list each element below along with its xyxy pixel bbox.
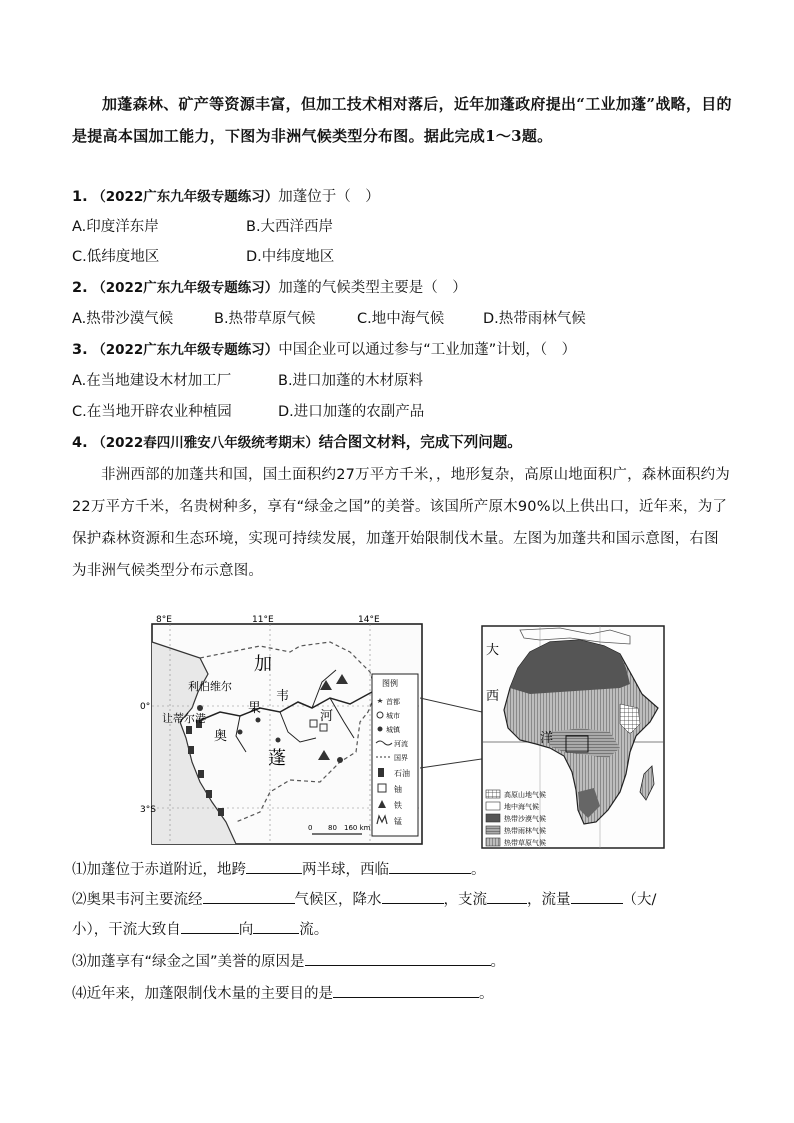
river-label-2: 果 (248, 701, 262, 716)
s2-blank-4[interactable] (571, 885, 623, 904)
sub-question-3 (72, 947, 732, 977)
s2-text-f: 小），干流大致自 (72, 922, 181, 938)
lon-label-8e: 8°E (156, 615, 172, 625)
s2-blank-2[interactable] (382, 885, 444, 904)
q1-source: （2022广东九年级专题练习） (92, 189, 279, 205)
s3-text-b: 。 (490, 954, 506, 970)
intro-text: 加蓬森林、矿产等资源丰富，但加工技术相对落后，近年加蓬政府提出“工业加蓬”战略，目的是提高本国加工能力，下图为非洲气候类型分布图。据此完成1～3题。 (72, 95, 732, 145)
scale-160: 160 km (344, 824, 371, 832)
s1-blank-2[interactable] (389, 855, 471, 874)
q4-passage: 非洲西部的加蓬共和国，国土面积约27万平方千米，，地形复杂，高原山地面积广，森林面积约为22万平方千米，名贵树种多，享有“绿金之国”的美誉。该国所产原木90%以上供出口，近年来，为了保护森林资源和生态环境，实现可持续发展，加蓬开始限制伐木量。左图为加蓬共和国示意图，右图为非洲气候类型分布示意图。 (72, 467, 730, 579)
africa-climate-map (480, 624, 666, 850)
scale-80: 80 (328, 824, 337, 832)
legend-town-icon (378, 727, 383, 732)
legend-border: 国界 (394, 754, 408, 762)
s1-text-a: ⑴加蓬位于赤道附近，地跨 (72, 862, 246, 878)
atlantic-label-2: 西 (486, 689, 500, 704)
s3-text-a: ⑶加蓬享有“绿金之国”美誉的原因是 (72, 954, 305, 970)
river-label-3: 韦 (276, 689, 290, 704)
legend-desert: 热带沙漠气候 (504, 815, 546, 823)
q3-option-a[interactable]: A.在当地建设木材加工厂 (72, 373, 232, 389)
q3-option-b[interactable]: B.进口加蓬的木材原料 (278, 373, 424, 389)
s4-blank-1[interactable] (333, 979, 479, 998)
legend-town: 城镇 (386, 726, 400, 734)
legend-highland-swatch (486, 790, 500, 798)
s2-text-a: ⑵奥果韦河主要流经 (72, 892, 203, 908)
legend-savanna: 热带草原气候 (504, 839, 546, 847)
q3-number: 3. (72, 342, 88, 358)
q2-number: 2. (72, 280, 88, 296)
q1-options-row2 (72, 242, 732, 272)
sub-question-2-cont (72, 915, 732, 945)
s2-text-e: （大/ (622, 892, 657, 908)
country-label-2: 蓬 (268, 748, 286, 769)
s2-text-d: ，流量 (527, 892, 571, 908)
q1-option-b[interactable]: B.大西洋西岸 (246, 219, 334, 235)
legend-rainforest-swatch (486, 826, 500, 834)
q3-option-d[interactable]: D.进口加蓬的农副产品 (278, 404, 425, 420)
q1-option-d[interactable]: D.中纬度地区 (246, 249, 335, 265)
legend-city: 城市 (386, 712, 400, 720)
q3-options-row1 (72, 366, 732, 396)
q3-stem: 中国企业可以通过参与“工业加蓬”计划，（ ） (278, 342, 577, 358)
s2-text-g: 向 (238, 922, 254, 938)
sub-question-1 (72, 855, 732, 885)
gabon-map (140, 612, 430, 848)
legend-oil-icon (378, 768, 384, 777)
legend-title: 图例 (382, 679, 398, 688)
question-2 (72, 273, 732, 303)
s2-text-b: 气候区，降水 (294, 892, 382, 908)
s1-text-b: 两半球，西临 (302, 862, 389, 878)
legend-mediterranean-swatch (486, 802, 500, 810)
river-label-1: 奥 (214, 729, 228, 744)
q1-stem: 加蓬位于（ ） (278, 189, 380, 205)
q2-stem: 加蓬的气候类型主要是（ ） (278, 280, 467, 296)
lon-label-11e: 11°E (252, 615, 274, 625)
q3-source: （2022广东九年级专题练习） (92, 342, 279, 358)
question-4 (72, 428, 732, 458)
q4-source: （2022春四川雅安八年级统考期末） (92, 435, 319, 451)
atlantic-label-3: 洋 (540, 731, 554, 746)
legend-uranium: 铀 (394, 785, 402, 794)
legend-mediterranean: 地中海气候 (504, 803, 539, 811)
q1-option-a[interactable]: A.印度洋东岸 (72, 219, 159, 235)
legend-highland: 高原山地气候 (504, 791, 546, 799)
legend-capital: 首都 (386, 698, 400, 706)
s2-text-c: ，支流 (443, 892, 487, 908)
q1-option-c[interactable]: C.低纬度地区 (72, 249, 160, 265)
q2-option-b[interactable]: B.热带草原气候 (214, 311, 316, 327)
q4-stem: 结合图文材料，完成下列问题。 (318, 435, 522, 451)
scale-0: 0 (308, 824, 313, 832)
q4-number: 4. (72, 435, 88, 451)
q2-options (72, 304, 732, 334)
port-gentil-label: 让蒂尔港 (162, 712, 206, 725)
s2-blank-6[interactable] (253, 915, 299, 934)
lat-label-3s: 3°S (140, 805, 156, 815)
sub-question-2 (72, 885, 732, 915)
q1-options-row1 (72, 212, 732, 242)
q2-option-a[interactable]: A.热带沙漠气候 (72, 311, 174, 327)
sub-question-4 (72, 979, 732, 1009)
legend-iron: 铁 (394, 801, 402, 810)
s1-blank-1[interactable] (246, 855, 302, 874)
s2-blank-1[interactable] (203, 885, 295, 904)
legend-oil: 石油 (394, 769, 410, 778)
q3-options-row2 (72, 397, 732, 427)
q1-number: 1. (72, 189, 88, 205)
question-1 (72, 182, 732, 212)
question-3 (72, 335, 732, 365)
q2-option-c[interactable]: C.地中海气候 (357, 311, 445, 327)
s2-text-h: 流。 (299, 922, 329, 938)
s1-text-c: 。 (471, 862, 486, 878)
s2-blank-3[interactable] (487, 885, 527, 904)
intro-paragraph (72, 88, 732, 152)
lat-label-0: 0° (140, 702, 151, 712)
s4-text-a: ⑷近年来，加蓬限制伐木量的主要目的是 (72, 986, 333, 1002)
q2-option-d[interactable]: D.热带雨林气候 (483, 311, 586, 327)
s4-text-b: 。 (479, 986, 494, 1002)
country-label-1: 加 (254, 654, 272, 675)
river-label-4: 河 (320, 709, 334, 724)
legend-savanna-swatch (486, 838, 500, 846)
q3-option-c[interactable]: C.在当地开辟农业种植园 (72, 404, 232, 420)
legend-desert-swatch (486, 814, 500, 822)
s3-blank-1[interactable] (305, 947, 491, 966)
libreville-label: 利伯维尔 (188, 680, 232, 693)
legend-manganese: 锰 (394, 817, 402, 826)
legend-rainforest: 热带雨林气候 (504, 827, 546, 835)
atlantic-label-1: 大 (486, 643, 500, 658)
lon-label-14e: 14°E (358, 615, 380, 625)
s2-blank-5[interactable] (181, 915, 239, 934)
legend-river: 河流 (394, 740, 408, 748)
q2-source: （2022广东九年级专题练习） (92, 280, 279, 296)
